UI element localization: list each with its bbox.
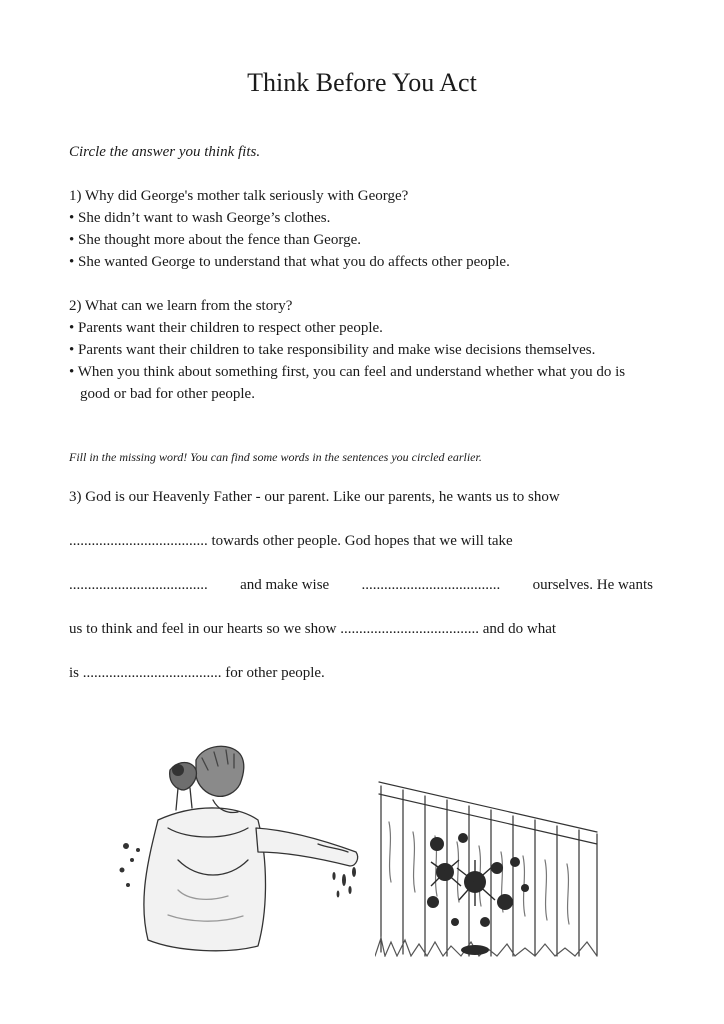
question-1-option[interactable]: • She didn’t want to wash George’s clothes.	[69, 210, 331, 226]
circle-instruction: Circle the answer you think fits.	[69, 144, 261, 160]
blank-3[interactable]: .....................................	[361, 577, 501, 593]
boy-throwing-mud-illustration	[118, 740, 368, 990]
question-3-line-5	[69, 665, 325, 682]
question-1-option[interactable]: • She wanted George to understand that what you do affects other people.	[69, 254, 510, 270]
question-3-line-3	[69, 577, 653, 594]
line-5-start-text: is	[69, 665, 80, 681]
muddy-fence-illustration	[375, 772, 605, 957]
line-3-end-text: ourselves. He wants	[532, 577, 653, 593]
blank-2[interactable]: .....................................	[69, 577, 208, 593]
page-title: Think Before You Act	[247, 68, 477, 97]
line-5-end-text: for other people.	[225, 665, 325, 681]
line-3-mid-text: and make wise	[240, 577, 330, 593]
question-1-text: 1) Why did George's mother talk seriously with George?	[69, 188, 409, 204]
question-2-option[interactable]: • Parents want their children to take responsibility and make wise decisions themselves.	[69, 342, 596, 358]
question-2-option[interactable]: • When you think about something first, you can feel and understand whether what you do is good or bad for other people.	[69, 364, 626, 402]
line-2-text: towards other people. God hopes that we will take	[211, 533, 513, 549]
question-2-text: 2) What can we learn from the story?	[69, 298, 293, 314]
line-4-start-text: us to think and feel in our hearts so we show	[69, 621, 337, 637]
question-3-line-1: 3) God is our Heavenly Father - our parent. Like our parents, he wants us to show	[69, 489, 560, 505]
fill-instruction: Fill in the missing word! You can find some words in the sentences you circled earlier.	[69, 450, 482, 464]
question-3-line-4	[69, 621, 556, 638]
question-2	[69, 295, 649, 405]
blank-5[interactable]: .....................................	[82, 665, 222, 681]
question-1	[69, 185, 659, 273]
line-4-end-text: and do what	[482, 621, 557, 637]
question-3-line-2	[69, 533, 513, 550]
question-1-option[interactable]: • She thought more about the fence than George.	[69, 232, 361, 248]
blank-1[interactable]: .....................................	[69, 533, 208, 549]
blank-4[interactable]: .....................................	[340, 621, 479, 637]
question-2-option[interactable]: • Parents want their children to respect other people.	[69, 320, 383, 336]
